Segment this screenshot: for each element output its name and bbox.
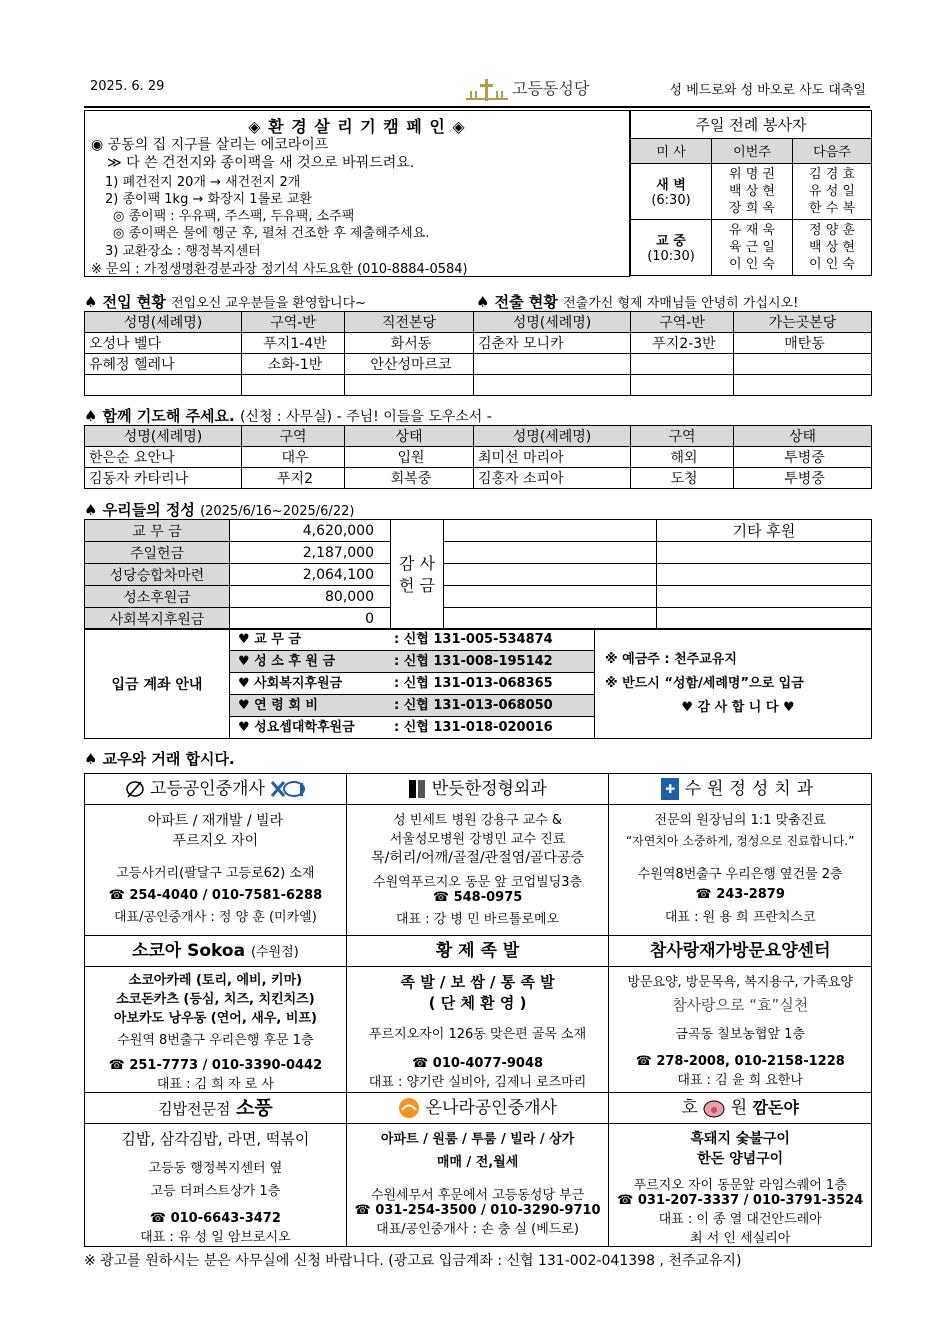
prayer-cell: 도청: [631, 468, 734, 489]
thanks-cell: [444, 586, 657, 608]
ad-name: 고등공인중개사: [149, 779, 265, 799]
ad-phone: ☎ 031-207-3337 / 010-3791-3524: [617, 1193, 864, 1208]
prayer-cell: 푸지2: [242, 468, 345, 489]
offering-label: 사회복지후원금: [85, 608, 230, 630]
ad-line: 푸르지오 자이: [172, 833, 259, 849]
account-thanks: ♥ 감 사 합 니 다 ♥: [681, 699, 795, 715]
ad-card: [346, 1093, 609, 1247]
offering-amount: 2,064,100: [230, 564, 391, 586]
offering-amount: 80,000: [230, 586, 391, 608]
moveout-cell: [734, 354, 872, 375]
ad-line: ( 단 체 환 영 ): [428, 994, 527, 1012]
offering-title: ♠ 우리들의 정성: [84, 501, 195, 519]
table-row: [85, 542, 872, 564]
ad-header: [85, 936, 346, 967]
campaign-contact: ※ 문의 : 가정생명환경분과장 정기석 사도요한 (010-8884-0584): [91, 262, 468, 277]
ad-phone: ☎ 278-2008, 010-2158-1228: [635, 1054, 845, 1069]
table-row: [85, 447, 872, 468]
ad-line: 푸르지오 자이 동문앞 라임스퀘어 1층: [633, 1178, 847, 1193]
mass-time: (10:30): [647, 249, 695, 265]
moveout-cell: [474, 354, 631, 375]
ad-line: 수원역푸르지오 동문 앞 코업빌딩3층: [373, 875, 583, 890]
ad-name: 온나라공인중개사: [425, 1098, 557, 1118]
ad-body: [609, 971, 871, 1088]
movein-cell: 안산성마르코: [345, 354, 474, 375]
moveout-cell: [631, 375, 734, 396]
ad-header: [609, 774, 871, 805]
ad-phone: ☎ 010-6643-3472: [149, 1211, 281, 1226]
offering-amount: 0: [230, 608, 391, 630]
ads-grid: [84, 773, 872, 1247]
ad-line: 성 빈세트 병원 강용구 교수 &: [393, 813, 563, 828]
campaign-line: 1) 폐건전지 20개 → 새건전지 2개: [105, 175, 301, 190]
ad-line: 아파트 / 재개발 / 빌라: [147, 813, 284, 829]
parish-brand: [466, 76, 589, 101]
account-name: ♥ 성 소 후 원 금: [238, 654, 336, 669]
prayer-cell: 회복중: [345, 468, 474, 489]
prayer-cell: 대우: [242, 447, 345, 468]
campaign-line: 3) 교환장소 : 행정복지센터: [105, 244, 261, 259]
prayer-heading: [84, 405, 492, 426]
ad-line: 금곡동 칠보농협앞 1층: [675, 1027, 805, 1042]
ad-line: 푸르지오자이 126동 맞은편 골목 소재: [369, 1027, 587, 1042]
other-cell: [657, 608, 872, 630]
account-number: 신협 131-005-534874: [403, 632, 553, 647]
ad-line: 아파트 / 원룸 / 투룸 / 빌라 / 상가: [380, 1132, 575, 1147]
account-row: ♥ 교 무 금 : 신협 131-005-534874: [230, 629, 594, 651]
server-name: 유 재 욱: [729, 222, 775, 238]
ad-line: “자연치아 소중하게, 정성으로 진료합니다.”: [625, 834, 855, 848]
ad-line: 한돈 양념구이: [697, 1151, 784, 1167]
account-name: ♥ 연 령 회 비: [238, 698, 318, 713]
liturgy-servers-table: [630, 110, 872, 276]
servers-header: 이번주: [712, 138, 793, 163]
ad-phone: ☎ 243-2879: [695, 887, 785, 902]
ad-owner: 대표 : 원 용 희 프란치스코: [664, 910, 816, 925]
other-cell: [657, 586, 872, 608]
ad-owner: 대표/공인중개사 : 손 충 실 (베드로): [376, 1222, 579, 1237]
ad-owner: 대표 : 강 병 민 바르톨로메오: [395, 912, 560, 927]
account-number: 신협 131-018-020016: [403, 720, 553, 735]
prayer-subtitle: (신청 : 사무실) - 주님! 이들을 도우소서 -: [239, 409, 492, 425]
account-name: ♥ 성요셉대학후원금: [238, 720, 355, 735]
prayer-cell: 투병중: [734, 468, 872, 489]
server-name: 백 상 현: [809, 239, 855, 255]
offering-period: (2025/6/16~2025/6/22): [200, 504, 355, 519]
parish-name: 고등동성당: [512, 79, 590, 98]
ad-phone: ☎ 031-254-3500 / 010-3290-9710: [354, 1203, 601, 1218]
account-row: ♥ 사회복지후원금 : 신협 131-013-068365: [230, 673, 594, 695]
ad-owner: 대표 : 유 성 일 암브로시오: [140, 1230, 291, 1245]
server-name: 장 희 옥: [729, 200, 775, 216]
ad-card: [85, 774, 347, 936]
server-name: 한 수 복: [809, 200, 855, 216]
offering-heading: [84, 499, 354, 520]
servers-header: 다음주: [793, 138, 872, 163]
ad-card: [346, 936, 609, 1093]
ad-owner: 대표 : 김 윤 희 요한나: [677, 1073, 803, 1088]
ad-line: 고등 더퍼스트상가 1층: [150, 1184, 281, 1199]
offering-label: 주일헌금: [85, 542, 230, 564]
prayer-title: ♠ 함께 기도해 주세요.: [84, 407, 235, 425]
ad-line: 아보카도 낭우동 (연어, 새우, 비프): [113, 1011, 317, 1026]
table-row: [85, 564, 872, 586]
ad-owner: 대표/공인중개사 : 정 양 훈 (미카엘): [113, 910, 317, 925]
ad-name: 수원정성치과: [684, 779, 820, 799]
account-row: ♥ 연 령 회 비 : 신협 131-013-068050: [230, 695, 594, 717]
ad-body: [609, 809, 871, 925]
account-number: 신협 131-013-068365: [403, 676, 553, 691]
ad-owner: 대표 : 이 종 열 대건안드레아: [658, 1212, 822, 1227]
moveout-title: ♠ 전출 현황: [476, 293, 558, 311]
ad-line: 고등사거리(팔달구 고등로62) 소재: [116, 866, 315, 881]
table-row: [85, 586, 872, 608]
ad-name: 소코아 Sokoa: [131, 941, 246, 961]
ad-line: 매매 / 전,월세: [436, 1155, 519, 1170]
ad-line: 소코아카레 (토리, 에비, 키마): [128, 973, 303, 988]
ad-owner: 최 서 인 세실리아: [690, 1231, 791, 1246]
prayer-cell: 한은순 요안나: [85, 447, 242, 468]
church-logo-icon: [466, 79, 508, 101]
leaf-logo-icon: [125, 780, 145, 798]
tooth-logo-icon: ✚: [661, 778, 679, 800]
moveout-cell: [631, 354, 734, 375]
ad-name: 참사랑재가방문요양센터: [649, 941, 831, 961]
ad-line: 방문요양, 방문목욕, 복지용구, 가족요양: [627, 975, 854, 990]
ad-header: [85, 774, 346, 805]
ad-line: 수원세무서 후문에서 고등동성당 부근: [370, 1188, 585, 1203]
campaign-line: ◎ 종이팩 : 우유팩, 주스팩, 두유팩, 소주팩: [113, 209, 355, 224]
prayer-header: 성명(세례명): [85, 426, 242, 447]
account-name: ♥ 교 무 금: [238, 632, 301, 647]
moveout-header: 성명(세례명): [474, 312, 631, 333]
moveout-cell: 매탄동: [734, 333, 872, 354]
ad-name: 황 제 족 발: [435, 941, 520, 961]
thanks-offering-label: 감 사 헌 금: [391, 520, 444, 630]
servers-row: [631, 163, 872, 219]
ad-body: [347, 971, 609, 1090]
prayer-header: 상태: [734, 426, 872, 447]
movein-cell: [242, 375, 345, 396]
moveout-cell: [734, 375, 872, 396]
server-name: 백 상 현: [729, 183, 775, 199]
thanks-cell: [444, 542, 657, 564]
prayer-header: 구역: [242, 426, 345, 447]
offering-label: 성당승합차마련: [85, 564, 230, 586]
movein-heading: [84, 291, 366, 312]
ad-header: [347, 774, 609, 805]
account-row: ♥ 성 소 후 원 금 : 신협 131-008-195142: [230, 651, 594, 673]
movein-header: 직전본당: [345, 312, 474, 333]
ad-line: 참사랑으로 “효”실천: [672, 996, 809, 1014]
thanks-cell: [444, 564, 657, 586]
ad-header: [347, 1093, 609, 1124]
movein-cell: [85, 375, 242, 396]
moveout-cell: [474, 375, 631, 396]
movein-subtitle: 전입오신 교우분들을 환영합니다~: [171, 296, 367, 311]
servers-title: 주일 전례 봉사자: [631, 111, 872, 139]
movein-cell: 소화-1반: [242, 354, 345, 375]
accounts-notes: [595, 629, 872, 739]
ad-footer-note: ※ 광고를 원하시는 분은 사무실에 신청 바랍니다. (광고료 입금계좌 : 신협 131-002-041398 , 천주교유지): [84, 1253, 742, 1269]
prayer-header: 상태: [345, 426, 474, 447]
account-name: ♥ 사회복지후원금: [238, 676, 343, 691]
account-number: 신협 131-008-195142: [403, 654, 553, 669]
ad-phone: ☎ 254-4040 / 010-7581-6288: [108, 888, 323, 903]
feast-title: 성 베드로와 성 바오로 사도 대축일: [669, 83, 866, 98]
offering-amount: 2,187,000: [230, 542, 391, 564]
ad-body: [85, 1128, 346, 1245]
servers-header: 미 사: [631, 138, 712, 163]
server-name: 김 경 효: [809, 166, 855, 182]
offering-label: 성소후원금: [85, 586, 230, 608]
ad-name-mid: 원: [730, 1098, 748, 1118]
other-cell: [657, 564, 872, 586]
pig-logo-icon: [703, 1098, 725, 1118]
ad-header: [609, 1093, 871, 1124]
thanks-cell: [444, 608, 657, 630]
server-name: 이 인 숙: [729, 256, 775, 272]
server-name: 유 성 일: [809, 183, 855, 199]
ad-body: [347, 1128, 609, 1237]
server-name: 정 양 훈: [809, 222, 855, 238]
ad-card: [609, 1093, 872, 1247]
server-name: 위 명 권: [729, 166, 775, 182]
ad-phone: ☎ 548-0975: [432, 890, 523, 905]
ad-line: 전문의 원장님의 1:1 맞춤진료: [654, 813, 826, 828]
movein-cell: 푸지1-4반: [242, 333, 345, 354]
ad-card: [609, 774, 872, 936]
offering-table: [84, 519, 872, 630]
mass-name: 새 벽: [656, 178, 686, 194]
moveout-cell: 푸지2-3반: [631, 333, 734, 354]
other-support-label: 기타 후원: [657, 520, 872, 542]
accounts-table: [84, 628, 872, 739]
bulletin-date: 2025. 6. 29: [90, 79, 165, 94]
ads-heading: ♠ 교우와 거래 합시다.: [84, 750, 235, 768]
eco-campaign-box: [84, 110, 630, 277]
ad-card: [85, 1093, 347, 1247]
campaign-line: ◉ 공동의 집 지구를 살리는 에코라이프: [91, 137, 329, 153]
ad-line: 목/허리/어깨/골절/관절염/골다공증: [371, 850, 585, 866]
table-row: [85, 354, 872, 375]
bulletin-header: [84, 72, 870, 108]
movein-title: ♠ 전입 현황: [84, 293, 166, 311]
ad-line: 소코돈카츠 (등심, 치즈, 치킨치즈): [116, 992, 315, 1007]
movein-cell: 오성나 벨다: [85, 333, 242, 354]
ad-card: [85, 936, 347, 1093]
prayer-cell: 김홍자 소피아: [474, 468, 631, 489]
ad-line: 흑돼지 숯불구이: [690, 1131, 790, 1147]
table-row: [85, 608, 872, 630]
table-row: [85, 520, 872, 542]
ad-line: 수원역8번출구 우리은행 옆건물 2층: [637, 867, 843, 882]
other-cell: [657, 542, 872, 564]
ad-branch: (수원점): [250, 945, 299, 960]
campaign-line: ≫ 다 쓴 건전지와 종이팩을 새 것으로 바꿔드려요.: [107, 155, 415, 171]
thanks-cell: [444, 520, 657, 542]
ad-line: 족 발 / 보 쌈 / 통 족 발: [400, 973, 555, 991]
accounts-label: 입금 계좌 안내: [85, 629, 230, 739]
ad-body: [347, 809, 609, 927]
sun-logo-icon: [398, 1097, 420, 1119]
ad-phone: ☎ 251-7773 / 010-3390-0442: [108, 1058, 323, 1073]
ad-header: [347, 936, 609, 967]
ad-owner: 대표 : 양기란 실비아, 김제니 로즈마리: [368, 1075, 587, 1090]
moveout-cell: 김춘자 모니카: [474, 333, 631, 354]
movein-header: 성명(세례명): [85, 312, 242, 333]
server-name: 이 인 숙: [809, 256, 855, 272]
table-row: [85, 333, 872, 354]
ad-line: 김밥, 삼각김밥, 라면, 떡볶이: [121, 1130, 310, 1148]
movein-header: 구역-반: [242, 312, 345, 333]
ad-header: [85, 1093, 346, 1124]
prayer-header: 구역: [631, 426, 734, 447]
accounts-list: [230, 629, 595, 739]
table-row: [85, 375, 872, 396]
prayer-cell: 입원: [345, 447, 474, 468]
ad-name: 호: [681, 1098, 698, 1118]
ad-owner: 대표 : 김 희 자 로 사: [156, 1077, 274, 1092]
ad-name: 반듯한정형외과: [431, 779, 547, 799]
campaign-line: ◎ 종이팩은 물에 헹군 후, 펼쳐 건조한 후 제출해주세요.: [113, 226, 430, 241]
account-row: ♥ 성요셉대학후원금 : 신협 131-018-020016: [230, 717, 594, 738]
prayer-cell: 김동자 카타리나: [85, 468, 242, 489]
ad-header: [609, 936, 871, 967]
ad-line: 수원역 8번출구 우리은행 후문 1층: [117, 1033, 314, 1048]
moveout-header: 구역-반: [631, 312, 734, 333]
mass-time: (6:30): [651, 193, 691, 209]
table-row: [85, 468, 872, 489]
ad-name: 김밥전문점: [158, 1100, 231, 1118]
mass-name: 교 중: [656, 234, 686, 250]
account-number: 신협 131-013-068050: [403, 698, 553, 713]
account-note: ※ 예금주 : 천주교유지: [605, 651, 737, 667]
bone-logo-icon: [408, 779, 426, 799]
movein-cell: 유혜정 헬레나: [85, 354, 242, 375]
moveout-header: 가는곳본당: [734, 312, 872, 333]
campaign-title: ◈ 환 경 살 리 기 캠 페 인 ◈: [248, 117, 466, 136]
offering-amount: 4,620,000: [230, 520, 391, 542]
ad-brand: 소풍: [235, 1097, 273, 1119]
moveout-subtitle: 전출가신 형제 자매님들 안녕히 가십시오!: [563, 296, 799, 311]
ad-brand: 깜돈야: [752, 1098, 799, 1117]
campaign-line: 2) 종이팩 1kg → 화장지 1롤로 교환: [105, 192, 312, 207]
prayer-header: 성명(세례명): [474, 426, 631, 447]
ad-line: 서울성모병원 강병민 교수 진료: [389, 832, 566, 847]
prayer-cell: 최미선 마리아: [474, 447, 631, 468]
ad-body: [609, 1128, 871, 1246]
ad-body: [85, 969, 346, 1092]
servers-row: [631, 219, 872, 275]
account-note: ※ 반드시 “성함/세례명”으로 입금: [605, 675, 804, 691]
move-table: [84, 311, 872, 396]
movein-cell: [345, 375, 474, 396]
movein-cell: 화서동: [345, 333, 474, 354]
prayer-table: [84, 425, 872, 489]
offering-label: 교 무 금: [85, 520, 230, 542]
prayer-cell: 투병중: [734, 447, 872, 468]
ad-phone: ☎ 010-4077-9048: [412, 1056, 544, 1071]
ad-card: [609, 936, 872, 1093]
prayer-cell: 해외: [631, 447, 734, 468]
moveout-heading: [476, 291, 798, 312]
ad-body: [85, 810, 346, 925]
xi-logo-icon: [270, 779, 306, 799]
ad-line: 고등동 행정복지센터 옆: [148, 1161, 283, 1176]
ad-card: [346, 774, 609, 936]
server-name: 육 근 일: [729, 239, 775, 255]
